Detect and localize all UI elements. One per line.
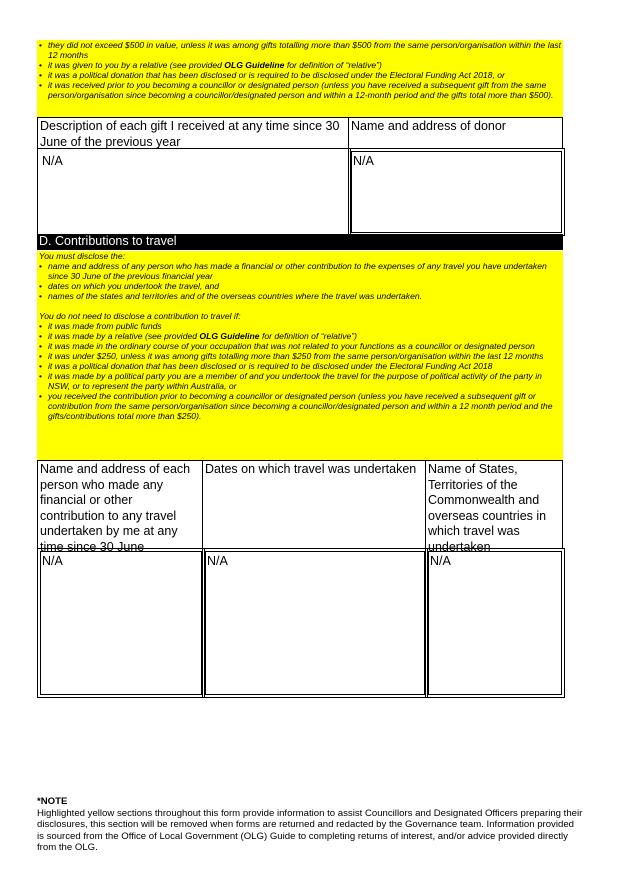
gift-description-entry[interactable] — [37, 148, 351, 236]
gift-exclusion-item: • they did not exceed $500 in value, unless it was among gifts totalling more than $500 from the same person/organisation within the last 12 months — [37, 40, 563, 60]
travel-disclosure-notes — [37, 251, 563, 460]
no-need-intro: You do not need to disclose a contribution to travel if: — [39, 311, 241, 321]
no-need-item: • you received the contribution prior to becoming a councillor or designated person (unless you have received a subsequent gift or contribution from the same person/organisation since becoming a councillor/designated person and within a 12 month period and the gifts/contributions total more than $250). — [37, 391, 563, 421]
must-disclose-intro: You must disclose the: — [39, 251, 125, 261]
must-disclose-item: • dates on which you undertook the travel, and — [37, 281, 563, 291]
gift-donor-entry[interactable] — [348, 148, 565, 236]
no-need-item: • it was made by a relative (see provided OLG Guideline for definition of “relative”) — [37, 331, 563, 341]
gift-donor-inner-box — [351, 151, 562, 233]
gift-description-header: Description of each gift I received at any time since 30 June of the previous year — [37, 117, 349, 149]
no-need-item: • it was under $250, unless it was among gifts totalling more than $250 from the same person/organisation within the last 12 months — [37, 351, 563, 361]
no-need-item: • it was made from public funds — [37, 321, 563, 331]
travel-places-inner-box — [428, 551, 562, 695]
travel-dates-header: Dates on which travel was undertaken — [202, 460, 426, 549]
footnote-heading: *NOTE — [37, 796, 68, 807]
footnote-text: Highlighted yellow sections throughout this form provide information to assist Councillors and Designated Officers preparing their disclosures, this section will be removed when forms are returned and redacted by the Governance team. Information provided is sourced from the Office of Local Government (OLG) Guide to completing returns of interest, and/or advice provided directly from the OLG. — [37, 807, 583, 853]
travel-contributor-value: N/A — [42, 554, 63, 568]
travel-dates-inner-box — [205, 551, 425, 695]
travel-places-header: Name of States, Territories of the Commonwealth and overseas countries in which travel was undertaken — [425, 460, 563, 549]
no-need-item: • it was a political donation that has been disclosed or is required to be disclosed under the Electoral Funding Act 2018 — [37, 361, 563, 371]
no-need-item: • it was made in the ordinary course of your occupation that was not related to your functions as a councillor or designated person — [37, 341, 563, 351]
travel-contributor-inner-box — [40, 551, 202, 695]
gift-exclusion-item: • it was given to you by a relative (see provided OLG Guideline for definition of “relative”) — [37, 60, 563, 70]
no-need-item: • it was made by a political party you are a member of and you undertook the travel for the purpose of political activity of the party in NSW, or to represent the party within Australia, or — [37, 371, 563, 391]
travel-contributor-entry[interactable] — [37, 548, 205, 698]
gift-donor-value: N/A — [353, 154, 374, 168]
must-disclose-item: • name and address of any person who has made a financial or other contribution to the expenses of any travel you have undertaken since 30 June of the previous financial year — [37, 261, 563, 281]
travel-dates-value: N/A — [207, 554, 228, 568]
gift-exclusions-notes — [37, 40, 563, 117]
gift-exclusion-item: • it was a political donation that has been disclosed or is required to be disclosed under the Electoral Funding Act 2018, or — [37, 70, 563, 80]
travel-section-title: D. Contributions to travel — [37, 234, 563, 250]
gift-exclusion-item: • it was received prior to you becoming a councillor or designated person (unless you have received a subsequent gift from the same person/organisation since becoming a councillor/designated person and within a 12-month period and the gifts total more than $500). — [37, 80, 563, 100]
travel-dates-entry[interactable] — [202, 548, 428, 698]
must-disclose-item: • names of the states and territories and of the overseas countries where the travel was undertaken. — [37, 291, 563, 301]
travel-contributor-header: Name and address of each person who made any financial or other contribution to any travel undertaken by me at any time since 30 June — [37, 460, 203, 549]
footnote — [37, 796, 583, 854]
gift-description-value: N/A — [42, 154, 63, 168]
travel-places-entry[interactable] — [425, 548, 565, 698]
gift-donor-header: Name and address of donor — [348, 117, 563, 149]
travel-places-value: N/A — [430, 554, 451, 568]
